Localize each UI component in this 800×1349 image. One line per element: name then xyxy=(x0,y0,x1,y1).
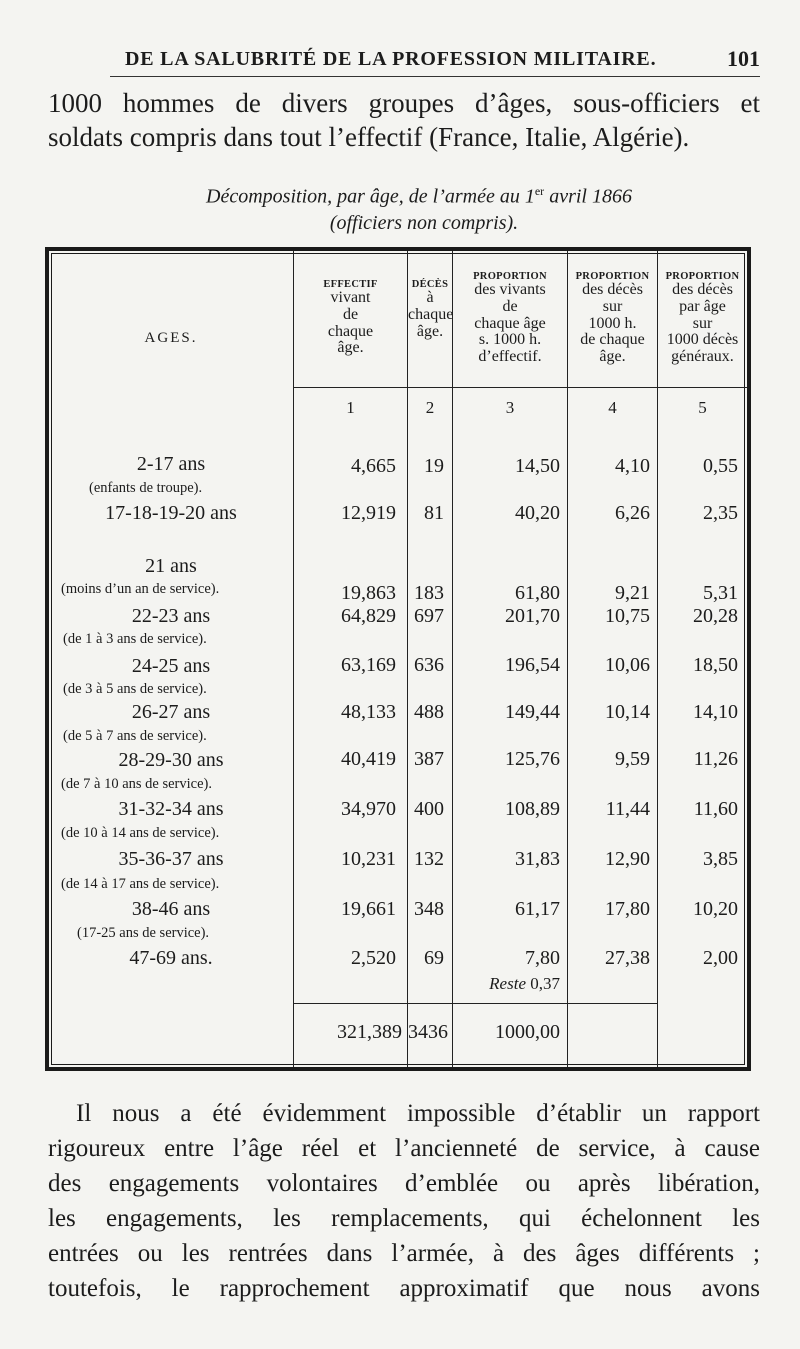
cell-prop-deces-age: 17,80 xyxy=(605,898,650,920)
age-note: (de 14 à 17 ans de service). xyxy=(61,876,220,892)
cell-prop-deces-gen: 11,26 xyxy=(693,748,738,770)
running-title: DE LA SALUBRITÉ DE LA PROFESSION MILITAIRE. xyxy=(125,47,657,70)
header-text: de chaque xyxy=(580,331,645,349)
cell-prop-vivants: 61,17 xyxy=(515,898,560,920)
header-text: PROPORTION xyxy=(473,271,547,282)
header-text: s. 1000 h. xyxy=(478,331,542,349)
cell-deces: 488 xyxy=(414,701,444,723)
cell-prop-vivants: 40,20 xyxy=(515,502,560,524)
header-effectif xyxy=(294,279,407,357)
header-text: par âge xyxy=(679,297,726,315)
cell-prop-deces-age: 9,21 xyxy=(615,582,650,604)
header-text: de xyxy=(502,297,518,315)
cell-deces: 387 xyxy=(414,748,444,770)
mortality-table xyxy=(45,247,751,1071)
caption-line-1 xyxy=(48,178,760,210)
age-note: (de 1 à 3 ans de service). xyxy=(63,631,207,647)
age-note: (enfants de troupe). xyxy=(89,480,203,496)
age-note: (17-25 ans de service). xyxy=(77,925,210,941)
age-label: 31-32-34 ans xyxy=(118,798,224,820)
cell-effectif: 19,661 xyxy=(341,898,396,920)
cell-deces: 697 xyxy=(414,605,444,627)
cell-prop-deces-age: 12,90 xyxy=(605,848,650,870)
age-note: (de 10 à 14 ans de service). xyxy=(61,825,220,841)
header-text: vivant xyxy=(330,289,371,307)
column-number: 3 xyxy=(505,398,515,417)
header-text: âge. xyxy=(416,322,444,340)
header-prop-deces-age xyxy=(568,271,657,366)
intro-line: 1000 hommes de divers groupes d’âges, sous-officiers et xyxy=(48,88,760,118)
cell-deces: 132 xyxy=(414,848,444,870)
caption-line-2: (officiers non compris). xyxy=(329,211,519,234)
column-number: 2 xyxy=(425,398,435,417)
cell-deces: 636 xyxy=(414,654,444,676)
header-text: âge. xyxy=(599,348,626,366)
header-text: EFFECTIF xyxy=(323,279,378,290)
cell-effectif: 48,133 xyxy=(341,701,396,723)
cell-prop-deces-gen: 10,20 xyxy=(693,898,738,920)
header-prop-vivants xyxy=(453,271,567,366)
age-label: 47-69 ans. xyxy=(129,947,213,969)
header-text: chaque xyxy=(408,305,454,323)
intro-paragraph xyxy=(48,86,760,154)
header-text: des décès xyxy=(672,281,733,299)
header-text: généraux. xyxy=(671,348,734,366)
age-note: (moins d’un an de service). xyxy=(61,581,220,597)
header-deces xyxy=(408,279,452,340)
header-text: d’effectif. xyxy=(478,348,542,366)
header-ages: AGES. xyxy=(144,330,198,346)
header-text: âge. xyxy=(337,339,364,357)
age-label: 21 ans xyxy=(145,555,197,577)
running-head xyxy=(110,42,760,77)
age-label: 38-46 ans xyxy=(131,898,211,920)
header-text: PROPORTION xyxy=(575,271,650,282)
cell-prop-vivants: 125,76 xyxy=(505,748,560,770)
header-text: chaque xyxy=(327,322,374,340)
cell-prop-vivants: 196,54 xyxy=(505,654,560,676)
cell-prop-deces-gen: 3,85 xyxy=(703,848,738,870)
cell-effectif: 19,863 xyxy=(341,582,396,604)
reste-label: Reste xyxy=(489,974,526,993)
age-label: 24-25 ans xyxy=(131,655,211,677)
header-text: 1000 décès xyxy=(666,331,739,349)
age-label: 28-29-30 ans xyxy=(118,749,224,771)
cell-prop-deces-age: 11,44 xyxy=(605,798,650,820)
cell-prop-deces-age: 10,75 xyxy=(605,605,650,627)
age-label: 26-27 ans xyxy=(131,701,211,723)
cell-prop-vivants: 201,70 xyxy=(505,605,560,627)
body-line: des engagements volontaires d’emblée ou après libération, xyxy=(48,1170,760,1197)
header-text: 1000 h. xyxy=(588,314,637,332)
cell-effectif: 4,665 xyxy=(351,455,396,477)
cell-prop-deces-gen: 0,55 xyxy=(703,455,738,477)
total-effectif: 321,389 xyxy=(337,1021,402,1043)
age-label: 17-18-19-20 ans xyxy=(105,502,237,524)
cell-effectif: 63,169 xyxy=(341,654,396,676)
cell-effectif: 34,970 xyxy=(341,798,396,820)
cell-prop-deces-gen: 20,28 xyxy=(693,605,738,627)
header-text: DÉCÈS xyxy=(411,279,449,290)
header-text: des décès xyxy=(582,281,643,299)
table-caption xyxy=(48,178,760,236)
caption-text: avril 1866 xyxy=(544,185,632,208)
header-text: de xyxy=(342,305,359,323)
age-note: (de 3 à 5 ans de service). xyxy=(63,681,207,697)
cell-effectif: 10,231 xyxy=(341,848,396,870)
cell-deces: 400 xyxy=(414,798,444,820)
cell-deces: 183 xyxy=(414,582,444,604)
header-text: sur xyxy=(602,297,623,315)
cell-prop-deces-age: 9,59 xyxy=(615,748,650,770)
reste-note xyxy=(457,974,560,994)
age-note: (de 7 à 10 ans de service). xyxy=(61,776,212,792)
cell-effectif: 64,829 xyxy=(341,605,396,627)
cell-deces: 81 xyxy=(424,502,444,524)
intro-line: soldats compris dans tout l’effectif (France, Italie, Algérie). xyxy=(48,122,690,152)
header-text: sur xyxy=(692,314,713,332)
cell-prop-vivants: 108,89 xyxy=(505,798,560,820)
header-rule xyxy=(293,387,747,388)
reste-value: 0,37 xyxy=(530,974,560,993)
cell-effectif: 2,520 xyxy=(351,947,396,969)
cell-prop-vivants: 14,50 xyxy=(515,455,560,477)
body-line: les engagements, les remplacements, qui échelonnent les xyxy=(48,1205,760,1232)
body-line: Il nous a été évidemment impossible d’établir un rapport xyxy=(76,1100,760,1127)
body-line: toutefois, le rapprochement approximatif que nous avons xyxy=(48,1275,760,1302)
cell-prop-vivants: 61,80 xyxy=(515,582,560,604)
cell-prop-vivants: 31,83 xyxy=(515,848,560,870)
header-prop-deces-gen xyxy=(658,271,747,366)
cell-prop-deces-age: 10,14 xyxy=(605,701,650,723)
cell-prop-deces-age: 27,38 xyxy=(605,947,650,969)
cell-prop-deces-gen: 14,10 xyxy=(693,701,738,723)
cell-effectif: 40,419 xyxy=(341,748,396,770)
age-label: 35-36-37 ans xyxy=(118,848,224,870)
caption-superscript: er xyxy=(534,184,545,198)
age-label: 2-17 ans xyxy=(136,453,206,475)
column-number: 1 xyxy=(346,398,355,417)
cell-prop-deces-age: 10,06 xyxy=(605,654,650,676)
cell-prop-deces-age: 4,10 xyxy=(615,455,650,477)
total-deces: 3436 xyxy=(408,1021,448,1043)
body-line: entrées ou les rentrées dans l’armée, à des âges différents ; xyxy=(48,1240,760,1267)
cell-prop-deces-gen: 2,00 xyxy=(703,947,738,969)
cell-deces: 348 xyxy=(414,898,444,920)
header-text: des vivants xyxy=(474,281,546,299)
age-note: (de 5 à 7 ans de service). xyxy=(63,728,207,744)
body-line: rigoureux entre l’âge réel et l’ancienneté de service, à cause xyxy=(48,1135,760,1162)
column-number: 5 xyxy=(698,398,707,417)
cell-prop-deces-gen: 5,31 xyxy=(703,582,738,604)
cell-prop-deces-age: 6,26 xyxy=(615,502,650,524)
cell-deces: 69 xyxy=(424,947,444,969)
page-number: 101 xyxy=(727,46,760,71)
column-number: 4 xyxy=(608,398,617,417)
header-text: PROPORTION xyxy=(665,271,740,282)
age-label: 22-23 ans xyxy=(131,605,211,627)
cell-prop-deces-gen: 2,35 xyxy=(703,502,738,524)
total-rule xyxy=(293,1003,657,1004)
cell-prop-deces-gen: 18,50 xyxy=(693,654,738,676)
cell-prop-vivants: 149,44 xyxy=(505,701,560,723)
cell-deces: 19 xyxy=(424,455,444,477)
body-paragraph xyxy=(48,1096,760,1306)
header-text: à xyxy=(426,289,434,307)
cell-effectif: 12,919 xyxy=(341,502,396,524)
cell-prop-vivants: 7,80 xyxy=(525,947,560,969)
header-text: chaque âge xyxy=(474,314,546,332)
total-prop-vivants: 1000,00 xyxy=(495,1021,560,1043)
caption-text: Décomposition, par âge, de l’armée au 1 xyxy=(206,185,535,208)
cell-prop-deces-gen: 11,60 xyxy=(693,798,738,820)
